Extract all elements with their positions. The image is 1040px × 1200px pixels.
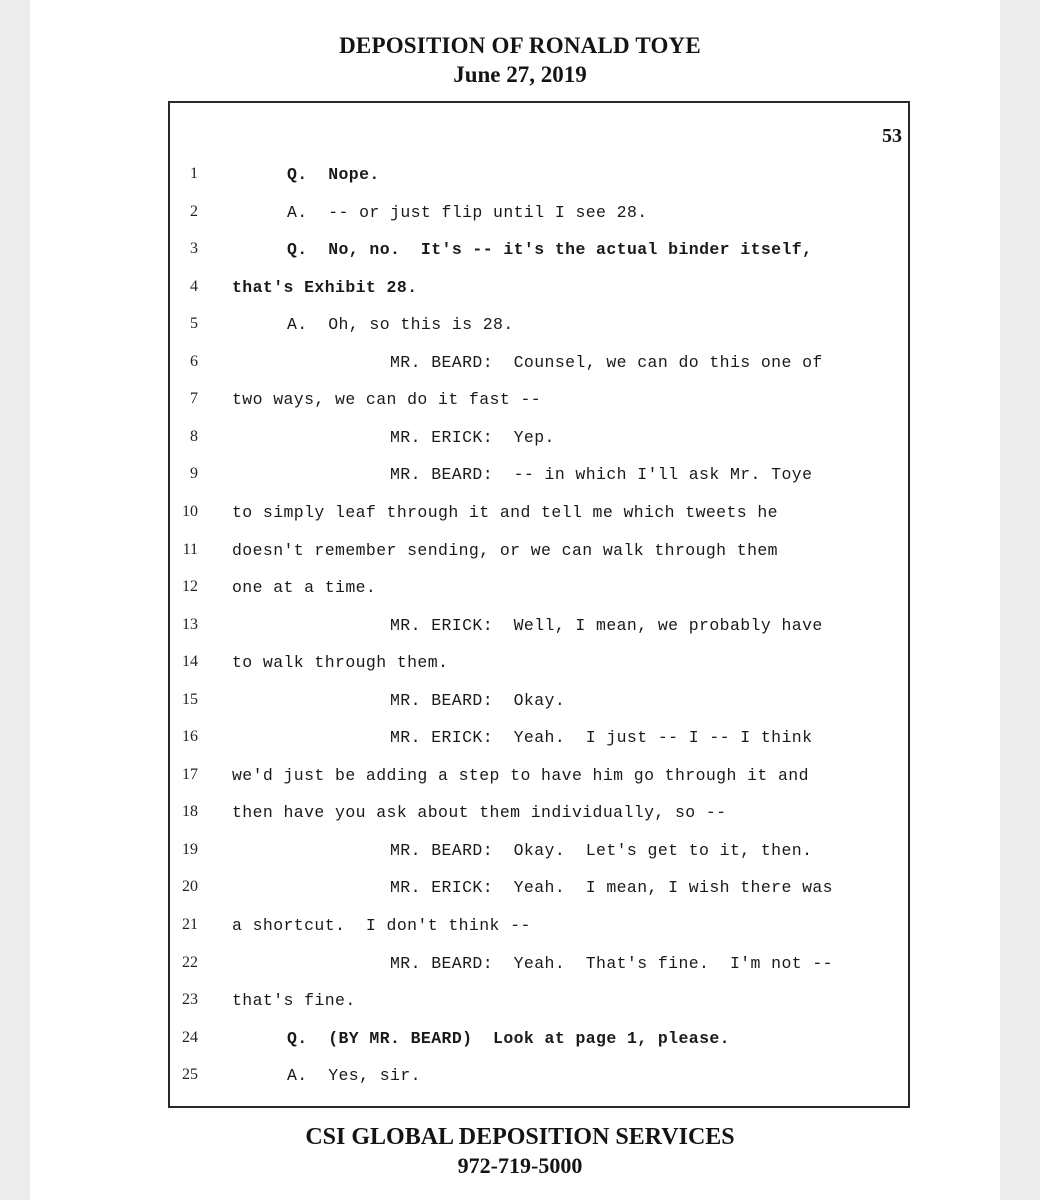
transcript-line bbox=[0, 390, 1040, 420]
line-text: A. -- or just flip until I see 28. bbox=[287, 202, 648, 222]
line-number: 2 bbox=[190, 202, 198, 220]
line-number: 13 bbox=[182, 615, 198, 633]
transcript-line bbox=[0, 616, 1040, 646]
transcript-line bbox=[0, 728, 1040, 758]
transcript-line bbox=[0, 1066, 1040, 1096]
line-text: MR. BEARD: Yeah. That's fine. I'm not -- bbox=[390, 953, 833, 973]
transcript-line bbox=[0, 165, 1040, 195]
transcript-line bbox=[0, 991, 1040, 1021]
line-text: MR. BEARD: Okay. Let's get to it, then. bbox=[390, 840, 813, 860]
transcript-line bbox=[0, 803, 1040, 833]
transcript-line bbox=[0, 203, 1040, 233]
transcript-line bbox=[0, 315, 1040, 345]
line-number: 21 bbox=[182, 916, 198, 933]
transcript-line bbox=[0, 278, 1040, 308]
line-number: 17 bbox=[182, 765, 198, 783]
line-text: A. Yes, sir. bbox=[287, 1066, 421, 1086]
line-text: Q. (BY MR. BEARD) Look at page 1, please. bbox=[287, 1028, 730, 1048]
line-number: 16 bbox=[182, 728, 198, 746]
line-text: a shortcut. I don't think -- bbox=[232, 916, 531, 935]
transcript-line bbox=[0, 428, 1040, 458]
line-text: doesn't remember sending, or we can walk through them bbox=[232, 540, 778, 560]
line-number: 20 bbox=[182, 878, 198, 896]
transcript-line bbox=[0, 691, 1040, 721]
line-number: 1 bbox=[190, 165, 198, 182]
transcript-line bbox=[0, 1029, 1040, 1059]
line-text: to simply leaf through it and tell me which tweets he bbox=[232, 502, 778, 522]
line-number: 19 bbox=[182, 840, 198, 858]
line-number: 4 bbox=[190, 277, 198, 295]
line-number: 8 bbox=[190, 427, 198, 445]
line-number: 18 bbox=[182, 803, 198, 821]
page-number: 53 bbox=[882, 125, 902, 147]
line-number: 23 bbox=[182, 991, 198, 1009]
line-text: MR. BEARD: Counsel, we can do this one of bbox=[390, 352, 823, 372]
line-number: 11 bbox=[182, 540, 198, 558]
transcript-line bbox=[0, 541, 1040, 571]
transcript-line bbox=[0, 503, 1040, 533]
line-text: Q. Nope. bbox=[287, 165, 380, 184]
transcript-line bbox=[0, 465, 1040, 495]
footer-phone: 972-719-5000 bbox=[457, 1153, 583, 1178]
line-text: MR. BEARD: Okay. bbox=[390, 690, 566, 710]
line-number: 7 bbox=[190, 390, 198, 408]
line-text: that's Exhibit 28. bbox=[232, 277, 418, 297]
line-number: 14 bbox=[182, 653, 198, 671]
line-text: MR. ERICK: Yeah. I mean, I wish there was bbox=[390, 878, 833, 898]
line-text: MR. ERICK: Yep. bbox=[390, 427, 555, 447]
line-number: 22 bbox=[182, 953, 198, 971]
footer-company: CSI GLOBAL DEPOSITION SERVICES bbox=[305, 1124, 735, 1150]
line-text: to walk through them. bbox=[232, 653, 449, 673]
line-number: 12 bbox=[182, 578, 198, 596]
line-text: two ways, we can do it fast -- bbox=[232, 390, 542, 410]
transcript-line bbox=[0, 653, 1040, 683]
line-number: 10 bbox=[182, 502, 198, 520]
line-text: one at a time. bbox=[232, 578, 377, 598]
line-number: 25 bbox=[182, 1066, 198, 1084]
transcript-line bbox=[0, 916, 1040, 946]
line-number: 9 bbox=[190, 465, 198, 483]
line-text: Q. No, no. It's -- it's the actual binder itself, bbox=[287, 240, 813, 260]
line-number: 5 bbox=[190, 315, 198, 333]
transcript-line bbox=[0, 240, 1040, 270]
line-text: MR. ERICK: Well, I mean, we probably have bbox=[390, 615, 823, 635]
deposition-title: DEPOSITION OF RONALD TOYE bbox=[339, 33, 701, 58]
line-text: that's fine. bbox=[232, 991, 356, 1011]
deposition-date: June 27, 2019 bbox=[453, 62, 587, 87]
transcript-line bbox=[0, 578, 1040, 608]
line-number: 3 bbox=[190, 240, 198, 258]
line-number: 6 bbox=[190, 352, 198, 370]
transcript-line bbox=[0, 954, 1040, 984]
line-number: 24 bbox=[182, 1028, 198, 1046]
transcript-line bbox=[0, 878, 1040, 908]
transcript-line bbox=[0, 766, 1040, 796]
line-text: A. Oh, so this is 28. bbox=[287, 315, 514, 335]
line-text: MR. ERICK: Yeah. I just -- I -- I think bbox=[390, 728, 813, 748]
line-text: then have you ask about them individually, so -- bbox=[232, 803, 727, 823]
line-number: 15 bbox=[182, 690, 198, 708]
transcript-line bbox=[0, 353, 1040, 383]
transcript-line bbox=[0, 841, 1040, 871]
line-text: we'd just be adding a step to have him go through it and bbox=[232, 765, 809, 785]
line-text: MR. BEARD: -- in which I'll ask Mr. Toye bbox=[390, 465, 813, 485]
